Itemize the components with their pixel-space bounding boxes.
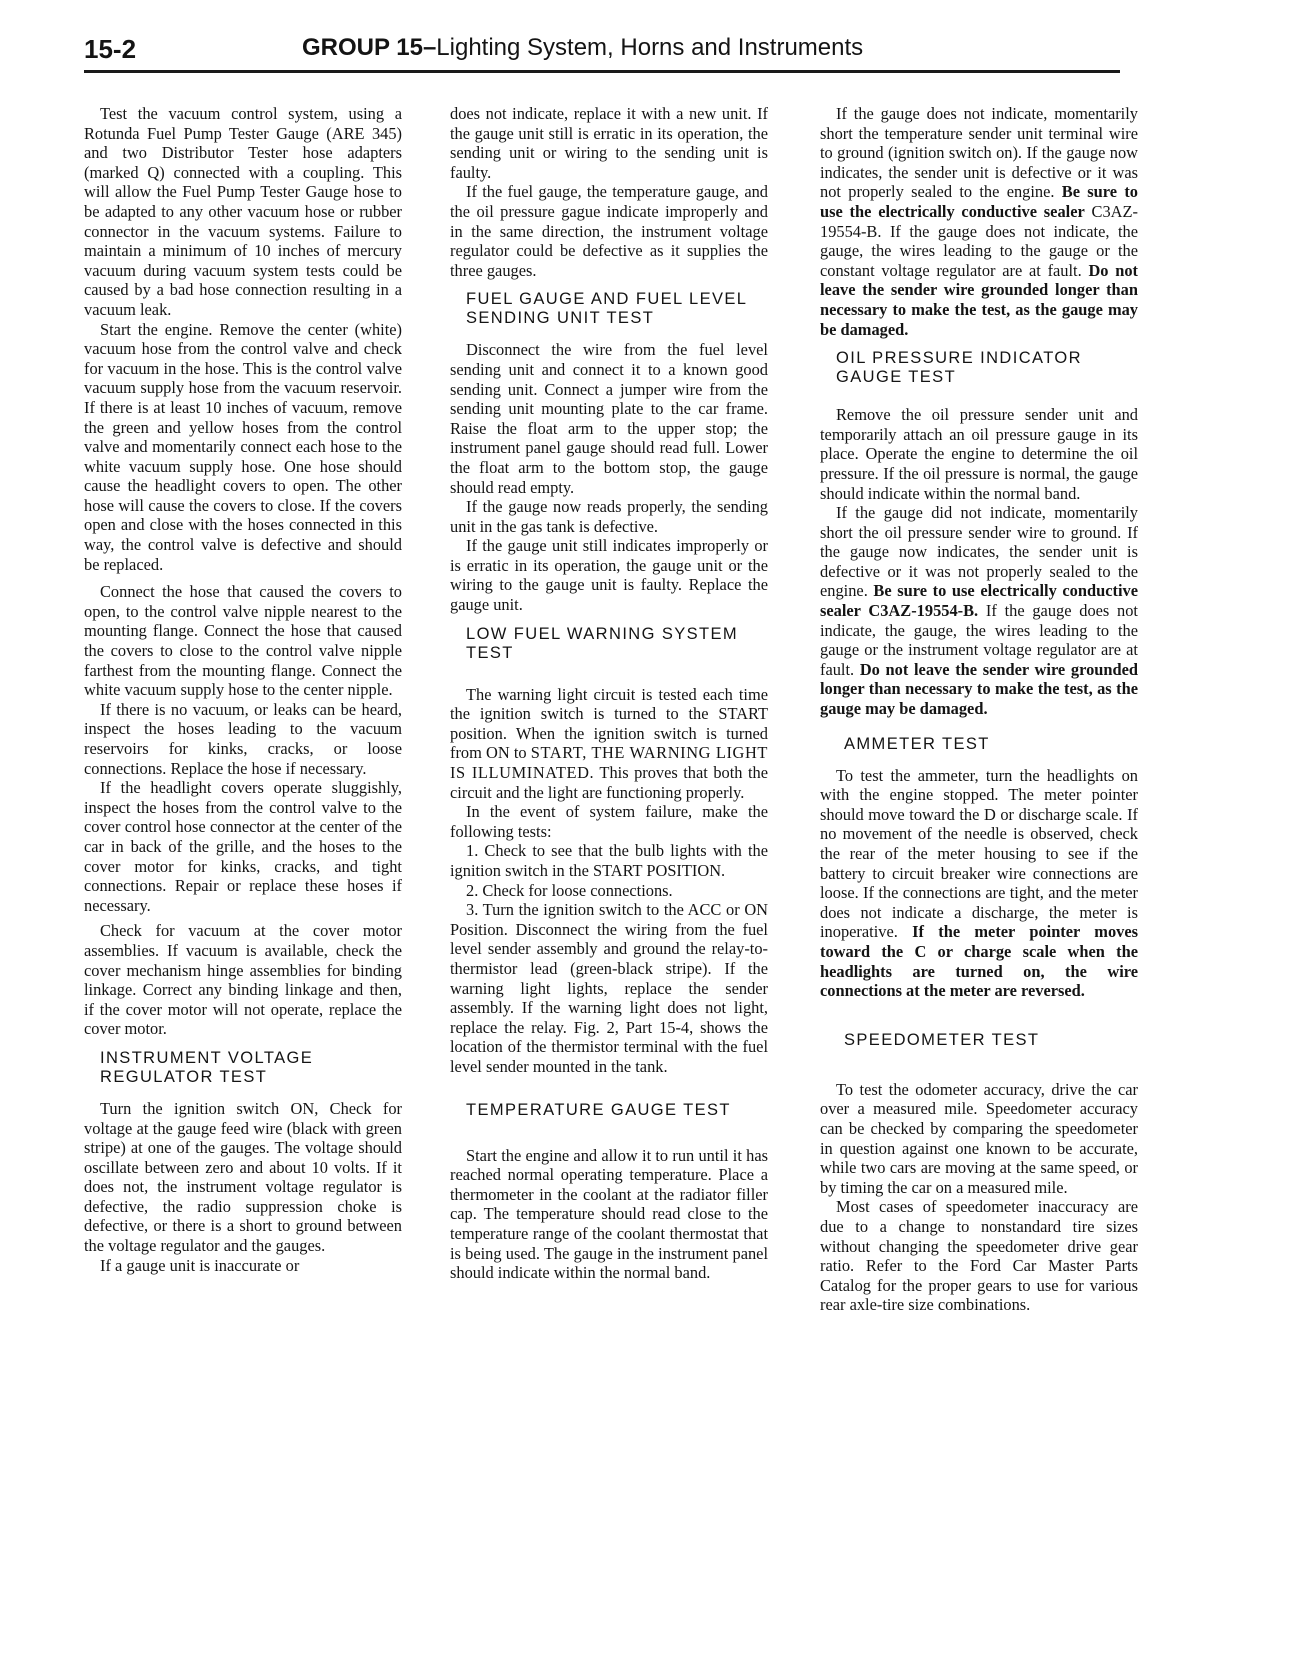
paragraph: If a gauge unit is inaccurate or <box>100 1255 300 1275</box>
section-heading: LOW FUEL WARNING SYSTEM TEST <box>466 624 739 662</box>
paragraph: If there is no vacuum, or leaks can be heard, inspect the hoses leading to the vacuum reservoirs for kinks, cracks, or loose connections. Replace the hose if necessary. <box>84 699 402 778</box>
paragraph: In the event of system failure, make the following tests: <box>450 802 768 841</box>
paragraph: Turn the ignition switch ON, Check for voltage at the gauge feed wire (black with green stripe) at one of the gauges. The voltage should oscillate between zero and about 10 volts. If it does not, the instrument voltage regulator is defective, the radio suppression choke is defective, or there is a short to ground between the voltage regulator and the gauges. <box>84 1098 402 1256</box>
paragraph: If the fuel gauge, the temperature gauge, and the oil pressure gague indicate improperly and in the same direction, the instrument voltage regulator could be defective as it supplies the three gauges. <box>450 182 768 280</box>
section-heading: SPEEDOMETER TEST <box>844 1030 1040 1049</box>
bold-text: If the meter pointer moves toward the C or charge scale when the headlights are turned on, the wire connections at the meter are reversed. <box>820 922 1139 1001</box>
paragraph: Disconnect the wire from the fuel level sending unit and connect it to a known good sending unit. Connect a jumper wire from the sending unit mounting plate to the car frame. Raise the float arm to the upper stop; the instrument panel gauge should read full. Lower the float arm to the bottom stop, the gauge should read empty. <box>450 340 768 497</box>
page-title <box>302 34 863 62</box>
list-item: 2. Check for loose connections. <box>466 880 673 900</box>
header-rule <box>84 70 1120 73</box>
paragraph-text: The warning light circuit is tested each time the ignition switch is turned to the START position. When the ignition switch is turned from ON to <box>450 684 768 763</box>
paragraph-text: If the gauge does not indicate, the gauge, the wires leading to the gauge or the instrument voltage regulator are at fault. <box>820 601 1138 679</box>
section-heading: AMMETER TEST <box>844 734 990 753</box>
paragraph-text: If the gauge did not indicate, momentarily short the oil pressure sender wire to ground. If the gauge now indicates, the sender unit is defective or it was not properly sealed to the engine. <box>820 503 1138 601</box>
bold-text: Be sure to use the electrically conductive sealer <box>820 182 1138 221</box>
page-header <box>84 30 1120 70</box>
paragraph <box>820 766 1138 1001</box>
column-3 <box>820 104 1138 1315</box>
paragraph: Start the engine. Remove the center (white) vacuum hose from the control valve and check for vacuum in the hose. This is the control valve vacuum supply hose from the vacuum reservoir. If there is at least 10 inches of vacuum, remove the green and yellow hoses from the control valve and momentarily connect each hose to the white vacuum supply hose. One hose should cause the headlight covers to open. The other hose will cause the covers to close. If the covers open and close with the hoses connected in this way, the control valve is defective and should be replaced. <box>84 319 402 574</box>
bold-text: Be sure to use electrically conductive sealer C3AZ-19554-B. <box>820 581 1138 621</box>
paragraph-text: C3AZ-19554-B. If the gauge does not indicate, the gauge, the wires leading to the gauge or the constant voltage regulator are at fault. <box>820 201 1138 280</box>
bold-text: Do not leave the sender wire grounded longer than necessary to make the test, as the gauge may be damaged. <box>820 260 1138 339</box>
section-heading: TEMPERATURE GAUGE TEST <box>466 1100 731 1119</box>
paragraph <box>820 104 1138 339</box>
paragraph: If the gauge now reads properly, the sending unit in the gas tank is defective. <box>450 497 768 536</box>
paragraph: To test the odometer accuracy, drive the car over a measured mile. Speedometer accuracy can be checked by comparing the speedometer in question against one known to be accurate, while two cars are moving at the same speed, or by timing the car on a measured mile. <box>820 1079 1138 1197</box>
paragraph <box>450 685 768 803</box>
section-heading: OIL PRESSURE INDICATOR GAUGE TEST <box>836 349 1082 387</box>
page-number: 15-2 <box>84 34 137 64</box>
bold-text: Do not leave the sender wire grounded longer than necessary to make the test, as the gauge may be damaged. <box>820 659 1138 719</box>
paragraph-text: To test the ammeter, turn the headlights on with the engine stopped. The meter pointer should move toward the D or discharge scale. If no movement of the needle is observed, check the rear of the meter housing to see if the battery to circuit breaker wire connections are loose. If the connections are tight, and the meter does not indicate a discharge, the meter is inoperative. <box>820 765 1138 942</box>
list-item: 3. Turn the ignition switch to the ACC or ON Position. Disconnect the wiring from the fuel level sender assembly and ground the relay-to-thermistor lead (green-black stripe). If the warning light lights, replace the sender assembly. If the warning light does not light, replace the relay. Fig. 2, Part 15-4, shows the location of the thermistor terminal with the fuel level sender mounted in the tank. <box>450 900 768 1076</box>
paragraph: Remove the oil pressure sender unit and temporarily attach an oil pressure gauge in its place. Operate the engine to determine the oil pressure. If the oil pressure is normal, the gauge should indicate within the normal band. <box>820 405 1138 503</box>
paragraph: Check for vacuum at the cover motor assemblies. If vacuum is available, check the cover mechanism hinge assemblies for binding linkage. Correct any binding linkage and then, if the cover motor will not operate, replace the cover motor. <box>84 921 402 1039</box>
paragraph: does not indicate, replace it with a new unit. If the gauge unit still is erratic in its operation, the sending unit or wiring to the sending unit is faulty. <box>450 104 768 182</box>
paragraph <box>820 503 1138 719</box>
section-heading: INSTRUMENT VOLTAGE REGULATOR TEST <box>100 1048 314 1086</box>
section-heading: FUEL GAUGE AND FUEL LEVEL SENDING UNIT TEST <box>466 290 747 328</box>
paragraph: Connect the hose that caused the covers to open, to the control valve nipple nearest to the mounting flange. Connect the hose that caused the covers to close to the control valve nipple farthest from the mounting flange. Connect the white vacuum supply hose to the center nipple. <box>84 582 402 700</box>
paragraph-text-caps: START, THE WARNING LIGHT IS ILLUMINATED. <box>450 743 769 783</box>
list-item: 1. Check to see that the bulb lights with the ignition switch in the START POSITION. <box>450 841 768 880</box>
paragraph: Test the vacuum control system, using a Rotunda Fuel Pump Tester Gauge (ARE 345) and two Distributor Tester hose adapters (marked Q) connected with a coupling. This will allow the Fuel Pump Tester Gauge hose to be adapted to any other vacuum hose or rubber connector in the vacuum systems. Failure to maintain a minimum of 10 inches of mercury vacuum during vacuum system tests could be caused by a bad hose connection resulting in a vacuum leak. <box>84 104 402 319</box>
column-1 <box>84 104 402 1275</box>
title-rest: Lighting System, Horns and Instruments <box>436 34 864 61</box>
paragraph-text: This proves that both the circuit and the light are functioning properly. <box>450 763 768 802</box>
paragraph: If the headlight covers operate sluggishly, inspect the hoses from the control valve to the cover control hose connector at the center of the car in back of the grille, and the hoses to the cover motor for kinks, cracks, and tight connections. Repair or replace these hoses if necessary. <box>84 778 402 915</box>
column-2 <box>450 104 768 1283</box>
title-dash: – <box>422 34 437 61</box>
paragraph: If the gauge unit still indicates improperly or is erratic in its operation, the gauge unit or the wiring to the gauge unit is faulty. Replace the gauge unit. <box>450 536 768 615</box>
group-label: GROUP 15 <box>302 34 423 61</box>
paragraph: Most cases of speedometer inaccuracy are due to a change to nonstandard tire sizes without changing the speedometer drive gear ratio. Refer to the Ford Car Master Parts Catalog for the proper gears to use for various rear axle-tire size combinations. <box>820 1197 1138 1315</box>
spacer <box>84 574 402 582</box>
paragraph: Start the engine and allow it to run until it has reached normal operating temperature. Place a thermometer in the coolant at the radiator filler cap. The temperature should read close to the temperature range of the coolant thermostat that is being used. The gauge in the instrument panel should indicate within the normal band. <box>450 1145 768 1283</box>
paragraph-text: If the gauge does not indicate, momentarily short the temperature sender unit terminal wire to ground (ignition switch on). If the gauge now indicates, the sender unit is defective or it was not properly sealed to the engine. <box>820 104 1138 202</box>
